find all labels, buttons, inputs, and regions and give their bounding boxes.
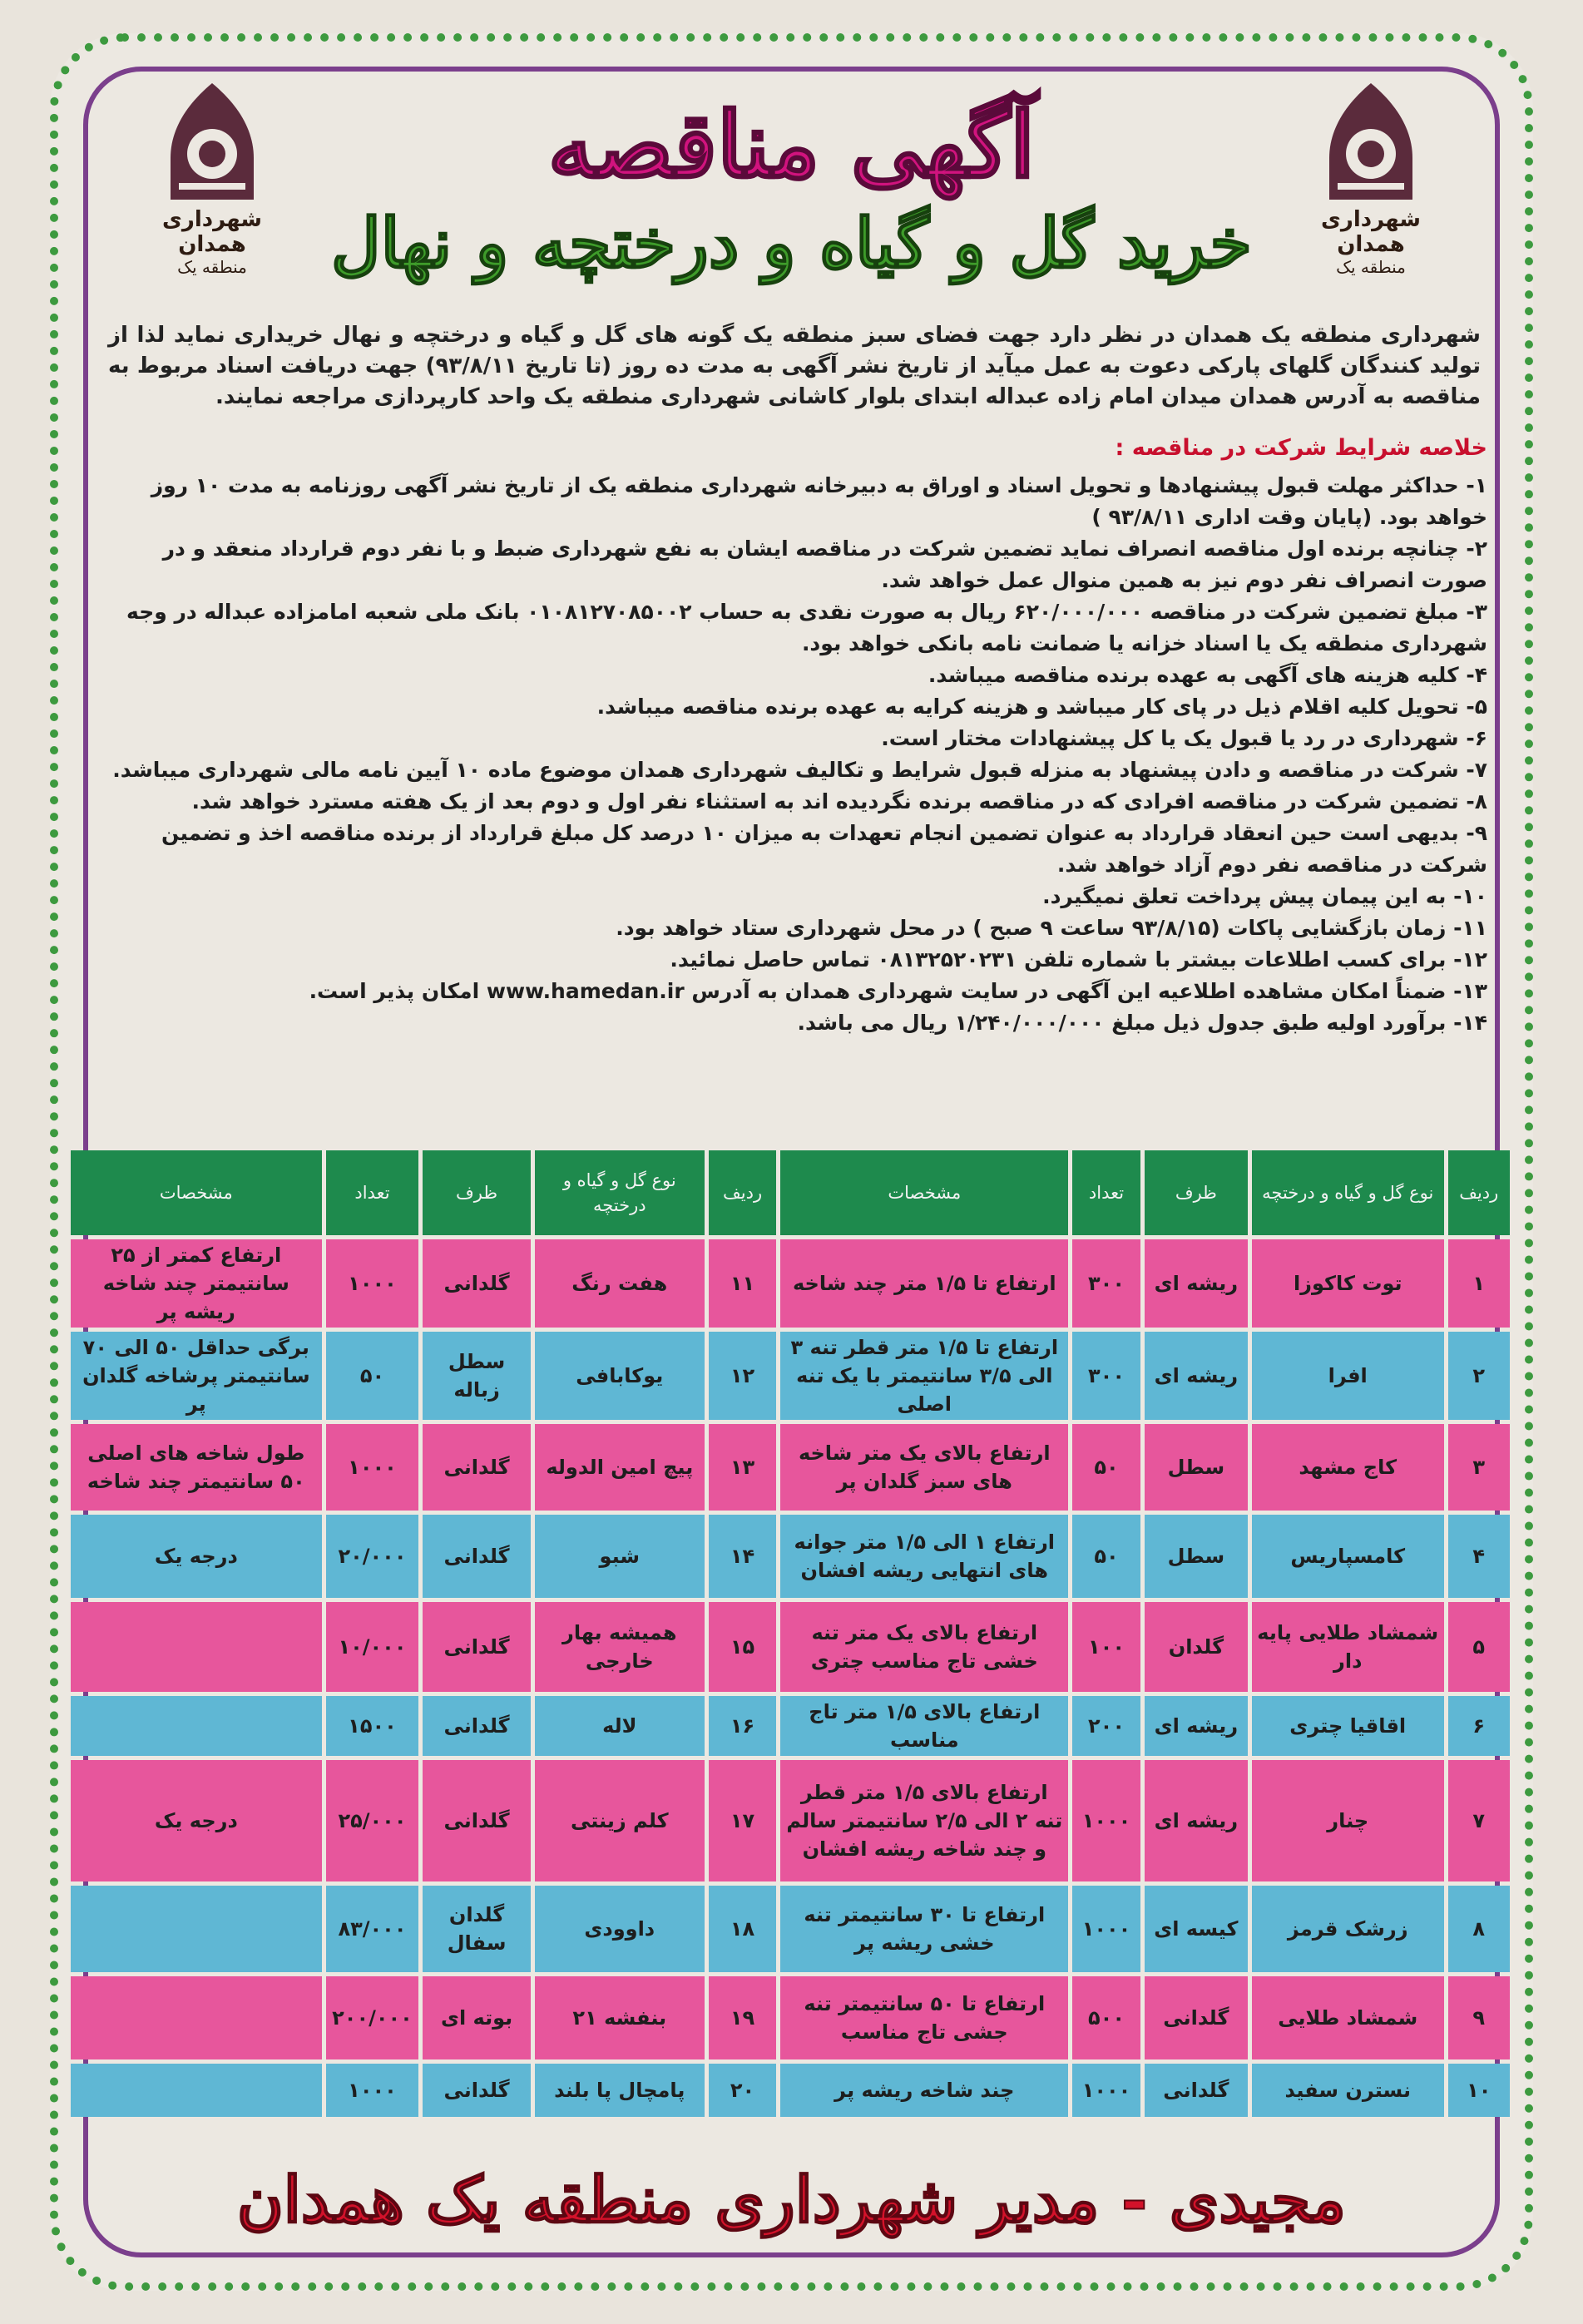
table-cell: ۸۳/۰۰۰ [326, 1886, 419, 1972]
table-cell: ۱۳ [709, 1424, 777, 1511]
logo-emblem-icon [1317, 79, 1425, 204]
table-cell: گلدانی [423, 1424, 530, 1511]
table-cell: ۵ [1448, 1602, 1510, 1692]
table-cell: ۱۰ [1448, 2064, 1510, 2117]
col-header: ظرف [423, 1150, 530, 1235]
footer-signature: مجیدی - مدیر شهرداری منطقه یک همدان [236, 2163, 1347, 2237]
table-cell: کاج مشهد [1252, 1424, 1444, 1511]
table-cell: ۱۰۰۰ [1072, 1886, 1140, 1972]
table-cell: ۱۵۰۰ [326, 1696, 419, 1756]
table-cell [71, 1696, 322, 1756]
table-cell: کامسپاریس [1252, 1515, 1444, 1598]
table-cell: ارتفاع کمتر از ۲۵ سانتیمتر چند شاخه ریشه پر [71, 1239, 322, 1328]
condition-item: ۳- مبلغ تضمین شرکت در مناقصه ۶۲۰/۰۰۰/۰۰۰ ریال به صورت نقدی به حساب ۰۱۰۸۱۲۷۰۸۵۰۰۲ بانک ملی شعبه امامزاده عبداله در وجه شهرداری منطقه یک یا اسناد خزانه یا ضمانت نامه بانکی خواهد بود. [126, 600, 1487, 655]
table-cell: ۳۰۰ [1072, 1239, 1140, 1328]
condition-item: ۱۱- زمان بازگشایی پاکات (۹۳/۸/۱۵ ساعت ۹ صبح ) در محل شهرداری ستاد خواهد بود. [616, 916, 1487, 940]
table-row [71, 1696, 1510, 1756]
table-cell: ریشه ای [1145, 1760, 1248, 1881]
table-cell: ارتفاع بالای یک متر تنه خشی تاج مناسب چتری [780, 1602, 1068, 1692]
condition-item: ۱۰- به این پیمان پیش پرداخت تعلق نمیگیرد. [1042, 884, 1487, 908]
table-cell: ارتفاع تا ۵۰ سانتیمتر تنه جشی تاج مناسب [780, 1976, 1068, 2059]
table-row [71, 1886, 1510, 1972]
table-cell: ۲۰ [709, 2064, 777, 2117]
logo-emblem-icon [158, 79, 266, 204]
page-subtitle: خرید گل و گیاه و درختچه و نهال [331, 204, 1252, 284]
condition-item: ۹- بدیهی است حین انعقاد قرارداد به عنوان تضمین انجام تعهدات به میزان ۱۰ درصد کل مبلغ قرارداد از برنده مناقصه اخذ و تضمین شرکت در مناقصه نفر دوم آزاد خواهد شد. [161, 821, 1487, 877]
table-cell: کلم زینتی [535, 1760, 705, 1881]
table-cell: زرشک قرمز [1252, 1886, 1444, 1972]
logo-name: شهرداری همدان [1321, 207, 1421, 257]
col-header: ظرف [1145, 1150, 1248, 1235]
conditions-heading: خلاصه شرایط شرکت در مناقصه : [1115, 435, 1487, 461]
table-cell: ۱۱ [709, 1239, 777, 1328]
table-cell: طول شاخه های اصلی ۵۰ سانتیمتر چند شاخه [71, 1424, 322, 1511]
condition-item: ۸- تضمین شرکت در مناقصه افرادی که در مناقصه برنده نگردیده اند به استثناء نفر اول و دوم بعد از یک هفته مسترد خواهد شد. [191, 789, 1487, 813]
table-cell: ارتفاع تا ۱/۵ متر قطر تنه ۳ الی ۳/۵ سانتیمتر با یک تنه اصلی [780, 1332, 1068, 1420]
table-cell: گلدان سفال [423, 1886, 530, 1972]
table-cell: سطل [1145, 1424, 1248, 1511]
table-cell: ۵۰۰ [1072, 1976, 1140, 2059]
table-cell [71, 2064, 322, 2117]
conditions-list [108, 470, 1487, 1039]
table-row [71, 2064, 1510, 2117]
table-cell: ۲ [1448, 1332, 1510, 1420]
table-cell: برگی حداقل ۵۰ الی ۷۰ سانتیمتر پرشاخه گلدان پر [71, 1332, 322, 1420]
table-cell: گلدانی [423, 2064, 530, 2117]
table-cell: ۱۴ [709, 1515, 777, 1598]
table-cell: ۱۰۰۰ [326, 1239, 419, 1328]
col-header: ردیف [709, 1150, 777, 1235]
table-row [71, 1515, 1510, 1598]
table-cell: افرا [1252, 1332, 1444, 1420]
table-cell: ارتفاع بالای یک متر شاخه های سبز گلدان پر [780, 1424, 1068, 1511]
col-header: نوع گل و گیاه و درختچه [1252, 1150, 1444, 1235]
table-cell: ۲۰۰/۰۰۰ [326, 1976, 419, 2059]
table-row [71, 1424, 1510, 1511]
condition-item: ۱- حداکثر مهلت قبول پیشنهادها و تحویل اسناد و اوراق به دبیرخانه شهرداری منطقه یک از تاریخ نشر آگهی روزنامه به مدت ۱۰ روز خواهد بود. (پایان وقت اداری ۹۳/۸/۱۱ ) [151, 473, 1487, 529]
table-row [71, 1976, 1510, 2059]
table-cell: ۳۰۰ [1072, 1332, 1140, 1420]
table-row [71, 1239, 1510, 1328]
table-cell: ۲۰/۰۰۰ [326, 1515, 419, 1598]
table-cell: یوکابافی [535, 1332, 705, 1420]
items-table-wrapper [67, 1146, 1514, 2121]
col-header: مشخصات [71, 1150, 322, 1235]
condition-item: ۲- چنانچه برنده اول مناقصه انصراف نماید تضمین شرکت در مناقصه ایشان به نفع شهرداری ضبط و با نفر دوم قرارداد منعقد و در صورت انصراف نفر دوم نیز به همین منوال عمل خواهد شد. [162, 536, 1487, 592]
table-cell: ۹ [1448, 1976, 1510, 2059]
col-header: نوع گل و گیاه و درختچه [535, 1150, 705, 1235]
table-cell: چنار [1252, 1760, 1444, 1881]
table-cell: ۷ [1448, 1760, 1510, 1881]
table-cell: ۱۰۰۰ [1072, 1760, 1140, 1881]
table-cell: ۱۶ [709, 1696, 777, 1756]
table-cell: شبو [535, 1515, 705, 1598]
table-cell: اقاقیا چتری [1252, 1696, 1444, 1756]
table-cell: ۱۲ [709, 1332, 777, 1420]
table-cell: پامچال پا بلند [535, 2064, 705, 2117]
municipality-logo-left [125, 79, 299, 277]
table-cell: ۵۰ [326, 1332, 419, 1420]
col-header: ردیف [1448, 1150, 1510, 1235]
table-cell: ۱۰/۰۰۰ [326, 1602, 419, 1692]
col-header: تعداد [326, 1150, 419, 1235]
table-cell: ریشه ای [1145, 1332, 1248, 1420]
table-cell: ۱۰۰ [1072, 1602, 1140, 1692]
table-cell: سطل [1145, 1515, 1248, 1598]
table-cell: گلدان [1145, 1602, 1248, 1692]
table-cell: ۱۵ [709, 1602, 777, 1692]
table-cell: داوودی [535, 1886, 705, 1972]
condition-item: ۱۲- برای کسب اطلاعات بیشتر با شماره تلفن ۰۸۱۳۲۵۲۰۲۳۱ تماس حاصل نمائید. [670, 947, 1487, 972]
intro-paragraph: شهرداری منطقه یک همدان در نظر دارد جهت فضای سبز منطقه یک گونه های گل و گیاه و درختچه و نهال خریداری نماید لذا از تولید کنندگان گلهای پارکی دعوت به عمل میآید از تاریخ نشر آگهی به مدت ده روز (تا تاریخ ۹۳/۸/۱۱) جهت دریافت اسناد مربوط به مناقصه به آدرس همدان میدان امام زاده عبداله ابتدای بلوار کاشانی شهرداری منطقه یک واحد کارپردازی مراجعه نمایند. [108, 323, 1481, 409]
table-cell: ۳ [1448, 1424, 1510, 1511]
condition-item: ۴- کلیه هزینه های آگهی به عهده برنده مناقصه میباشد. [928, 663, 1487, 687]
table-cell: ارتفاع تا ۳۰ سانتیمتر تنه خشی ریشه پر [780, 1886, 1068, 1972]
table-cell: گلدانی [423, 1760, 530, 1881]
table-cell: ارتفاع بالای ۱/۵ متر قطر تنه ۲ الی ۲/۵ سانتیمتر سالم و چند شاخه ریشه افشان [780, 1760, 1068, 1881]
table-cell [71, 1976, 322, 2059]
page-title: آگهی مناقصه [547, 93, 1036, 198]
table-cell: ارتفاع ۱ الی ۱/۵ متر جوانه های انتهایی ریشه افشان [780, 1515, 1068, 1598]
table-cell: درجه یک [71, 1760, 322, 1881]
table-cell: گلدانی [423, 1696, 530, 1756]
table-cell: لاله [535, 1696, 705, 1756]
table-cell: همیشه بهار خارجی [535, 1602, 705, 1692]
table-cell: ۱۸ [709, 1886, 777, 1972]
items-table [67, 1146, 1514, 2121]
table-cell: بنفشه ۲۱ [535, 1976, 705, 2059]
table-cell: ۴ [1448, 1515, 1510, 1598]
table-cell: ۱۰۰۰ [326, 2064, 419, 2117]
table-cell: ۱۰۰۰ [1072, 2064, 1140, 2117]
table-cell: چند شاخه ریشه پر [780, 2064, 1068, 2117]
table-header-row [71, 1150, 1510, 1235]
table-cell: ۶ [1448, 1696, 1510, 1756]
table-cell: ریشه ای [1145, 1239, 1248, 1328]
table-cell [71, 1602, 322, 1692]
table-row [71, 1332, 1510, 1420]
col-header: تعداد [1072, 1150, 1140, 1235]
table-cell: گلدانی [1145, 1976, 1248, 2059]
table-cell: ۲۵/۰۰۰ [326, 1760, 419, 1881]
table-cell: گلدانی [423, 1515, 530, 1598]
table-cell: هفت رنگ [535, 1239, 705, 1328]
col-header: مشخصات [780, 1150, 1068, 1235]
table-cell: نسترن سفید [1252, 2064, 1444, 2117]
table-cell: ۱۹ [709, 1976, 777, 2059]
table-cell: بوته ای [423, 1976, 530, 2059]
table-row [71, 1602, 1510, 1692]
table-cell: ریشه ای [1145, 1696, 1248, 1756]
condition-item: ۶- شهرداری در رد یا قبول یک یا کل پیشنهادات مختار است. [881, 726, 1487, 750]
table-cell: پیچ امین الدوله [535, 1424, 705, 1511]
table-cell: ۱۷ [709, 1760, 777, 1881]
table-cell: ۵۰ [1072, 1424, 1140, 1511]
table-cell: ۸ [1448, 1886, 1510, 1972]
table-cell: شمشاد طلایی [1252, 1976, 1444, 2059]
table-cell: ۱ [1448, 1239, 1510, 1328]
logo-subname: منطقه یک [177, 257, 247, 277]
table-cell: درجه یک [71, 1515, 322, 1598]
logo-subname: منطقه یک [1336, 257, 1406, 277]
table-cell: ارتفاع تا ۱/۵ متر چند شاخه [780, 1239, 1068, 1328]
table-cell: گلدانی [423, 1602, 530, 1692]
table-cell: توت کاکوزا [1252, 1239, 1444, 1328]
condition-item: ۱۴- برآورد اولیه طبق جدول ذیل مبلغ ۱/۲۴۰/۰۰۰/۰۰۰ ریال می باشد. [797, 1011, 1487, 1035]
table-cell: گلدانی [423, 1239, 530, 1328]
logo-name: شهرداری همدان [162, 207, 262, 257]
table-cell: ۵۰ [1072, 1515, 1140, 1598]
table-cell: گلدانی [1145, 2064, 1248, 2117]
table-cell: ۱۰۰۰ [326, 1424, 419, 1511]
table-cell: ارتفاع بالای ۱/۵ متر تاج مناسب [780, 1696, 1068, 1756]
table-row [71, 1760, 1510, 1881]
table-cell: ۲۰۰ [1072, 1696, 1140, 1756]
table-cell [71, 1886, 322, 1972]
condition-item: ۷- شرکت در مناقصه و دادن پیشنهاد به منزله قبول شرایط و تکالیف شهرداری همدان موضوع ماده ۱۰ آیین نامه مالی شهرداری میباشد. [112, 758, 1487, 782]
table-cell: سطل زباله [423, 1332, 530, 1420]
table-cell: شمشاد طلایی پایه دار [1252, 1602, 1444, 1692]
municipality-logo-right [1284, 79, 1458, 277]
condition-item: ۱۳- ضمناً امکان مشاهده اطلاعیه این آگهی در سایت شهرداری همدان به آدرس www.hamedan.ir امکان پذیر است. [309, 979, 1487, 1003]
table-cell: کیسه ای [1145, 1886, 1248, 1972]
condition-item: ۵- تحویل کلیه اقلام ذیل در پای کار میباشد و هزینه کرایه به عهده برنده مناقصه میباشد. [596, 695, 1487, 719]
